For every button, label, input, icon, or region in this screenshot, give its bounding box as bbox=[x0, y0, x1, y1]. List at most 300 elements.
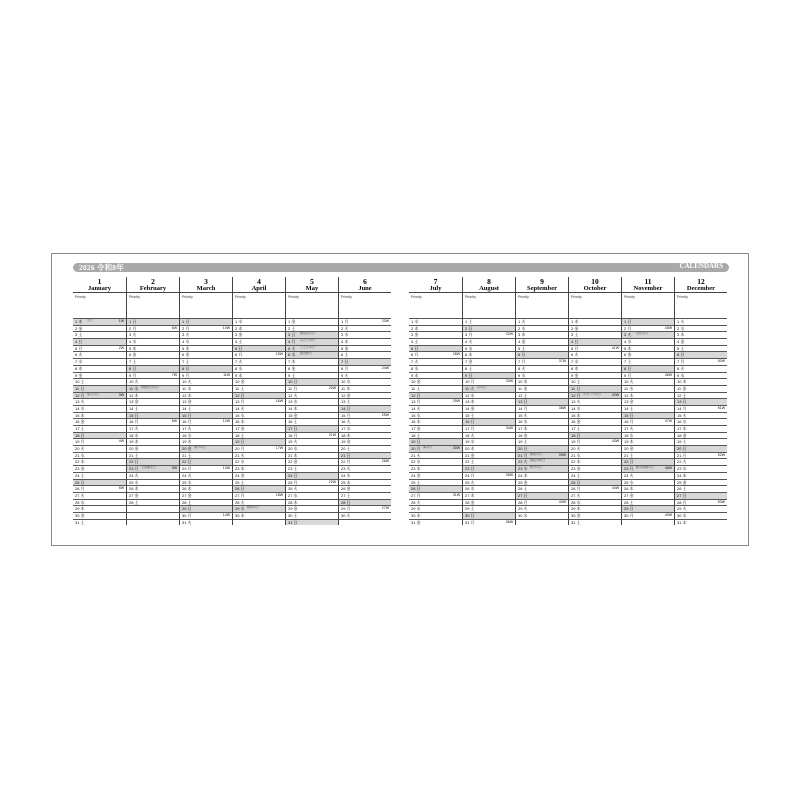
day-row[interactable] bbox=[180, 418, 232, 425]
day-row[interactable] bbox=[73, 318, 126, 325]
day-row[interactable] bbox=[516, 445, 568, 452]
day-row[interactable] bbox=[127, 358, 179, 365]
day-row[interactable] bbox=[569, 519, 621, 526]
day-row[interactable] bbox=[286, 385, 338, 392]
day-row[interactable] bbox=[180, 331, 232, 338]
day-row[interactable] bbox=[622, 372, 674, 379]
day-row[interactable] bbox=[569, 458, 621, 465]
day-row[interactable] bbox=[569, 425, 621, 432]
day-row[interactable] bbox=[622, 512, 674, 519]
day-row[interactable] bbox=[286, 412, 338, 419]
day-row[interactable] bbox=[675, 338, 727, 345]
day-row[interactable] bbox=[127, 345, 179, 352]
day-row[interactable] bbox=[286, 351, 338, 358]
day-row[interactable] bbox=[180, 505, 232, 512]
day-row[interactable] bbox=[569, 378, 621, 385]
day-row[interactable] bbox=[233, 499, 285, 506]
day-row[interactable] bbox=[409, 425, 462, 432]
day-row[interactable] bbox=[73, 432, 126, 439]
day-row[interactable] bbox=[569, 485, 621, 492]
day-row[interactable] bbox=[463, 425, 515, 432]
day-row[interactable] bbox=[127, 372, 179, 379]
day-row[interactable] bbox=[675, 398, 727, 405]
day-row[interactable] bbox=[233, 519, 285, 526]
day-row[interactable] bbox=[233, 485, 285, 492]
day-row[interactable] bbox=[180, 412, 232, 419]
day-row[interactable] bbox=[339, 331, 391, 338]
day-row[interactable] bbox=[516, 512, 568, 519]
day-row[interactable] bbox=[127, 325, 179, 332]
day-row[interactable] bbox=[286, 492, 338, 499]
day-row[interactable] bbox=[73, 405, 126, 412]
day-row[interactable] bbox=[180, 465, 232, 472]
day-row[interactable] bbox=[339, 425, 391, 432]
day-row[interactable] bbox=[180, 351, 232, 358]
day-row[interactable] bbox=[516, 372, 568, 379]
day-row[interactable] bbox=[73, 338, 126, 345]
day-row[interactable] bbox=[339, 472, 391, 479]
day-row[interactable] bbox=[339, 452, 391, 459]
day-row[interactable] bbox=[409, 318, 462, 325]
day-row[interactable] bbox=[233, 378, 285, 385]
day-row[interactable] bbox=[286, 472, 338, 479]
day-row[interactable] bbox=[233, 465, 285, 472]
day-row[interactable] bbox=[286, 432, 338, 439]
day-row[interactable] bbox=[409, 358, 462, 365]
day-row[interactable] bbox=[73, 398, 126, 405]
day-row[interactable] bbox=[339, 512, 391, 519]
day-row[interactable] bbox=[569, 465, 621, 472]
day-row[interactable] bbox=[339, 418, 391, 425]
day-row[interactable] bbox=[180, 485, 232, 492]
day-row[interactable] bbox=[622, 418, 674, 425]
day-row[interactable] bbox=[569, 418, 621, 425]
day-row[interactable] bbox=[463, 432, 515, 439]
day-row[interactable] bbox=[516, 425, 568, 432]
day-row[interactable] bbox=[180, 385, 232, 392]
day-row[interactable] bbox=[286, 398, 338, 405]
day-row[interactable] bbox=[73, 452, 126, 459]
day-row[interactable] bbox=[409, 479, 462, 486]
priority-area[interactable] bbox=[463, 293, 515, 318]
day-row[interactable] bbox=[233, 385, 285, 392]
day-row[interactable] bbox=[569, 345, 621, 352]
day-row[interactable] bbox=[409, 378, 462, 385]
day-row[interactable] bbox=[127, 418, 179, 425]
day-row[interactable] bbox=[339, 372, 391, 379]
day-row[interactable] bbox=[286, 445, 338, 452]
day-row[interactable] bbox=[127, 438, 179, 445]
day-row[interactable] bbox=[463, 438, 515, 445]
day-row[interactable] bbox=[409, 331, 462, 338]
day-row[interactable] bbox=[622, 392, 674, 399]
day-row[interactable] bbox=[409, 351, 462, 358]
day-row[interactable] bbox=[463, 331, 515, 338]
priority-area[interactable] bbox=[233, 293, 285, 318]
day-row[interactable] bbox=[339, 438, 391, 445]
day-row[interactable] bbox=[622, 452, 674, 459]
day-row[interactable] bbox=[127, 505, 179, 512]
day-row[interactable] bbox=[409, 412, 462, 419]
day-row[interactable] bbox=[569, 432, 621, 439]
day-row[interactable] bbox=[463, 492, 515, 499]
day-row[interactable] bbox=[127, 318, 179, 325]
day-row[interactable] bbox=[675, 331, 727, 338]
day-row[interactable] bbox=[569, 479, 621, 486]
day-row[interactable] bbox=[516, 519, 568, 526]
day-row[interactable] bbox=[286, 338, 338, 345]
day-row[interactable] bbox=[675, 351, 727, 358]
day-row[interactable] bbox=[409, 405, 462, 412]
day-row[interactable] bbox=[569, 392, 621, 399]
day-row[interactable] bbox=[233, 331, 285, 338]
priority-area[interactable] bbox=[339, 293, 391, 318]
day-row[interactable] bbox=[516, 432, 568, 439]
day-row[interactable] bbox=[127, 445, 179, 452]
day-row[interactable] bbox=[339, 405, 391, 412]
day-row[interactable] bbox=[516, 325, 568, 332]
day-row[interactable] bbox=[233, 392, 285, 399]
day-row[interactable] bbox=[675, 479, 727, 486]
day-row[interactable] bbox=[409, 472, 462, 479]
day-row[interactable] bbox=[622, 378, 674, 385]
day-row[interactable] bbox=[233, 512, 285, 519]
day-row[interactable] bbox=[233, 338, 285, 345]
day-row[interactable] bbox=[463, 358, 515, 365]
day-row[interactable] bbox=[286, 485, 338, 492]
day-row[interactable] bbox=[409, 338, 462, 345]
day-row[interactable] bbox=[180, 432, 232, 439]
day-row[interactable] bbox=[516, 438, 568, 445]
day-row[interactable] bbox=[73, 418, 126, 425]
day-row[interactable] bbox=[339, 412, 391, 419]
day-row[interactable] bbox=[233, 405, 285, 412]
day-row[interactable] bbox=[675, 325, 727, 332]
day-row[interactable] bbox=[233, 438, 285, 445]
day-row[interactable] bbox=[463, 378, 515, 385]
day-row[interactable] bbox=[286, 425, 338, 432]
day-row[interactable] bbox=[463, 479, 515, 486]
day-row[interactable] bbox=[286, 499, 338, 506]
day-row[interactable] bbox=[409, 385, 462, 392]
day-row[interactable] bbox=[569, 318, 621, 325]
day-row[interactable] bbox=[516, 485, 568, 492]
priority-area[interactable] bbox=[180, 293, 232, 318]
day-row[interactable] bbox=[463, 472, 515, 479]
day-row[interactable] bbox=[286, 479, 338, 486]
day-row[interactable] bbox=[127, 365, 179, 372]
day-row[interactable] bbox=[339, 318, 391, 325]
day-row[interactable] bbox=[73, 445, 126, 452]
day-row[interactable] bbox=[463, 458, 515, 465]
day-row[interactable] bbox=[463, 351, 515, 358]
day-row[interactable] bbox=[516, 345, 568, 352]
day-row[interactable] bbox=[339, 465, 391, 472]
day-row[interactable] bbox=[463, 392, 515, 399]
day-row[interactable] bbox=[463, 412, 515, 419]
day-row[interactable] bbox=[463, 365, 515, 372]
day-row[interactable] bbox=[622, 519, 674, 526]
day-row[interactable] bbox=[409, 372, 462, 379]
day-row[interactable] bbox=[622, 358, 674, 365]
day-row[interactable] bbox=[516, 392, 568, 399]
day-row[interactable] bbox=[339, 358, 391, 365]
day-row[interactable] bbox=[622, 398, 674, 405]
day-row[interactable] bbox=[675, 445, 727, 452]
day-row[interactable] bbox=[675, 358, 727, 365]
day-row[interactable] bbox=[127, 479, 179, 486]
day-row[interactable] bbox=[675, 405, 727, 412]
day-row[interactable] bbox=[73, 385, 126, 392]
priority-area[interactable] bbox=[127, 293, 179, 318]
day-row[interactable] bbox=[127, 378, 179, 385]
day-row[interactable] bbox=[286, 378, 338, 385]
day-row[interactable] bbox=[339, 385, 391, 392]
day-row[interactable] bbox=[409, 512, 462, 519]
day-row[interactable] bbox=[180, 452, 232, 459]
day-row[interactable] bbox=[180, 318, 232, 325]
day-row[interactable] bbox=[622, 472, 674, 479]
day-row[interactable] bbox=[127, 432, 179, 439]
priority-area[interactable] bbox=[73, 293, 126, 318]
day-row[interactable] bbox=[516, 418, 568, 425]
day-row[interactable] bbox=[409, 418, 462, 425]
day-row[interactable] bbox=[233, 358, 285, 365]
priority-area[interactable] bbox=[569, 293, 621, 318]
day-row[interactable] bbox=[409, 458, 462, 465]
day-row[interactable] bbox=[516, 472, 568, 479]
day-row[interactable] bbox=[127, 331, 179, 338]
day-row[interactable] bbox=[675, 519, 727, 526]
day-row[interactable] bbox=[409, 345, 462, 352]
day-row[interactable] bbox=[622, 331, 674, 338]
day-row[interactable] bbox=[409, 505, 462, 512]
day-row[interactable] bbox=[233, 472, 285, 479]
day-row[interactable] bbox=[73, 512, 126, 519]
day-row[interactable] bbox=[73, 438, 126, 445]
day-row[interactable] bbox=[516, 365, 568, 372]
day-row[interactable] bbox=[180, 445, 232, 452]
day-row[interactable] bbox=[286, 512, 338, 519]
day-row[interactable] bbox=[569, 438, 621, 445]
day-row[interactable] bbox=[286, 345, 338, 352]
day-row[interactable] bbox=[339, 338, 391, 345]
day-row[interactable] bbox=[339, 392, 391, 399]
day-row[interactable] bbox=[339, 479, 391, 486]
day-row[interactable] bbox=[622, 325, 674, 332]
day-row[interactable] bbox=[516, 405, 568, 412]
day-row[interactable] bbox=[339, 378, 391, 385]
day-row[interactable] bbox=[409, 492, 462, 499]
day-row[interactable] bbox=[569, 472, 621, 479]
day-row[interactable] bbox=[409, 365, 462, 372]
day-row[interactable] bbox=[463, 345, 515, 352]
day-row[interactable] bbox=[409, 325, 462, 332]
day-row[interactable] bbox=[675, 418, 727, 425]
day-row[interactable] bbox=[675, 392, 727, 399]
day-row[interactable] bbox=[409, 499, 462, 506]
day-row[interactable] bbox=[339, 325, 391, 332]
day-row[interactable] bbox=[73, 345, 126, 352]
day-row[interactable] bbox=[180, 492, 232, 499]
day-row[interactable] bbox=[409, 432, 462, 439]
day-row[interactable] bbox=[463, 385, 515, 392]
day-row[interactable] bbox=[516, 505, 568, 512]
day-row[interactable] bbox=[569, 331, 621, 338]
day-row[interactable] bbox=[180, 378, 232, 385]
day-row[interactable] bbox=[180, 405, 232, 412]
day-row[interactable] bbox=[73, 505, 126, 512]
day-row[interactable] bbox=[569, 398, 621, 405]
day-row[interactable] bbox=[127, 351, 179, 358]
day-row[interactable] bbox=[622, 505, 674, 512]
day-row[interactable] bbox=[73, 472, 126, 479]
day-row[interactable] bbox=[463, 512, 515, 519]
day-row[interactable] bbox=[339, 505, 391, 512]
day-row[interactable] bbox=[675, 378, 727, 385]
day-row[interactable] bbox=[180, 345, 232, 352]
day-row[interactable] bbox=[339, 458, 391, 465]
day-row[interactable] bbox=[180, 519, 232, 526]
day-row[interactable] bbox=[286, 318, 338, 325]
day-row[interactable] bbox=[180, 372, 232, 379]
day-row[interactable] bbox=[339, 485, 391, 492]
priority-area[interactable] bbox=[409, 293, 462, 318]
day-row[interactable] bbox=[180, 392, 232, 399]
day-row[interactable] bbox=[233, 318, 285, 325]
day-row[interactable] bbox=[463, 325, 515, 332]
priority-area[interactable] bbox=[286, 293, 338, 318]
day-row[interactable] bbox=[286, 519, 338, 526]
day-row[interactable] bbox=[73, 325, 126, 332]
day-row[interactable] bbox=[463, 485, 515, 492]
day-row[interactable] bbox=[675, 345, 727, 352]
day-row[interactable] bbox=[73, 365, 126, 372]
day-row[interactable] bbox=[463, 418, 515, 425]
day-row[interactable] bbox=[73, 412, 126, 419]
day-row[interactable] bbox=[127, 519, 179, 526]
day-row[interactable] bbox=[622, 412, 674, 419]
day-row[interactable] bbox=[569, 452, 621, 459]
day-row[interactable] bbox=[339, 351, 391, 358]
day-row[interactable] bbox=[516, 465, 568, 472]
day-row[interactable] bbox=[339, 519, 391, 526]
day-row[interactable] bbox=[463, 445, 515, 452]
day-row[interactable] bbox=[622, 438, 674, 445]
day-row[interactable] bbox=[409, 438, 462, 445]
day-row[interactable] bbox=[286, 405, 338, 412]
day-row[interactable] bbox=[73, 499, 126, 506]
day-row[interactable] bbox=[622, 485, 674, 492]
day-row[interactable] bbox=[516, 378, 568, 385]
day-row[interactable] bbox=[233, 479, 285, 486]
day-row[interactable] bbox=[516, 318, 568, 325]
day-row[interactable] bbox=[127, 385, 179, 392]
day-row[interactable] bbox=[622, 479, 674, 486]
day-row[interactable] bbox=[675, 432, 727, 439]
day-row[interactable] bbox=[516, 492, 568, 499]
day-row[interactable] bbox=[516, 358, 568, 365]
day-row[interactable] bbox=[675, 499, 727, 506]
day-row[interactable] bbox=[675, 438, 727, 445]
day-row[interactable] bbox=[127, 452, 179, 459]
day-row[interactable] bbox=[409, 452, 462, 459]
day-row[interactable] bbox=[180, 338, 232, 345]
day-row[interactable] bbox=[233, 365, 285, 372]
day-row[interactable] bbox=[127, 472, 179, 479]
day-row[interactable] bbox=[622, 318, 674, 325]
day-row[interactable] bbox=[569, 492, 621, 499]
day-row[interactable] bbox=[675, 318, 727, 325]
day-row[interactable] bbox=[286, 505, 338, 512]
day-row[interactable] bbox=[286, 365, 338, 372]
day-row[interactable] bbox=[463, 405, 515, 412]
day-row[interactable] bbox=[233, 418, 285, 425]
day-row[interactable] bbox=[127, 392, 179, 399]
day-row[interactable] bbox=[233, 351, 285, 358]
day-row[interactable] bbox=[180, 458, 232, 465]
day-row[interactable] bbox=[463, 452, 515, 459]
day-row[interactable] bbox=[233, 432, 285, 439]
day-row[interactable] bbox=[73, 485, 126, 492]
day-row[interactable] bbox=[233, 345, 285, 352]
day-row[interactable] bbox=[675, 385, 727, 392]
day-row[interactable] bbox=[180, 398, 232, 405]
day-row[interactable] bbox=[286, 418, 338, 425]
day-row[interactable] bbox=[622, 345, 674, 352]
day-row[interactable] bbox=[463, 519, 515, 526]
day-row[interactable] bbox=[463, 505, 515, 512]
day-row[interactable] bbox=[463, 499, 515, 506]
day-row[interactable] bbox=[569, 358, 621, 365]
day-row[interactable] bbox=[675, 512, 727, 519]
day-row[interactable] bbox=[516, 398, 568, 405]
day-row[interactable] bbox=[409, 465, 462, 472]
day-row[interactable] bbox=[127, 338, 179, 345]
day-row[interactable] bbox=[622, 465, 674, 472]
day-row[interactable] bbox=[569, 512, 621, 519]
day-row[interactable] bbox=[569, 338, 621, 345]
day-row[interactable] bbox=[569, 351, 621, 358]
day-row[interactable] bbox=[516, 458, 568, 465]
day-row[interactable] bbox=[622, 445, 674, 452]
day-row[interactable] bbox=[463, 398, 515, 405]
day-row[interactable] bbox=[516, 412, 568, 419]
day-row[interactable] bbox=[516, 338, 568, 345]
day-row[interactable] bbox=[180, 512, 232, 519]
day-row[interactable] bbox=[127, 405, 179, 412]
day-row[interactable] bbox=[675, 465, 727, 472]
day-row[interactable] bbox=[675, 472, 727, 479]
day-row[interactable] bbox=[675, 485, 727, 492]
day-row[interactable] bbox=[73, 479, 126, 486]
day-row[interactable] bbox=[622, 425, 674, 432]
day-row[interactable] bbox=[675, 365, 727, 372]
day-row[interactable] bbox=[339, 492, 391, 499]
day-row[interactable] bbox=[180, 425, 232, 432]
day-row[interactable] bbox=[127, 412, 179, 419]
day-row[interactable] bbox=[675, 425, 727, 432]
day-row[interactable] bbox=[409, 485, 462, 492]
day-row[interactable] bbox=[516, 499, 568, 506]
day-row[interactable] bbox=[516, 479, 568, 486]
day-row[interactable] bbox=[233, 412, 285, 419]
day-row[interactable] bbox=[127, 425, 179, 432]
day-row[interactable] bbox=[73, 458, 126, 465]
day-row[interactable] bbox=[569, 499, 621, 506]
priority-area[interactable] bbox=[675, 293, 727, 318]
day-row[interactable] bbox=[180, 438, 232, 445]
